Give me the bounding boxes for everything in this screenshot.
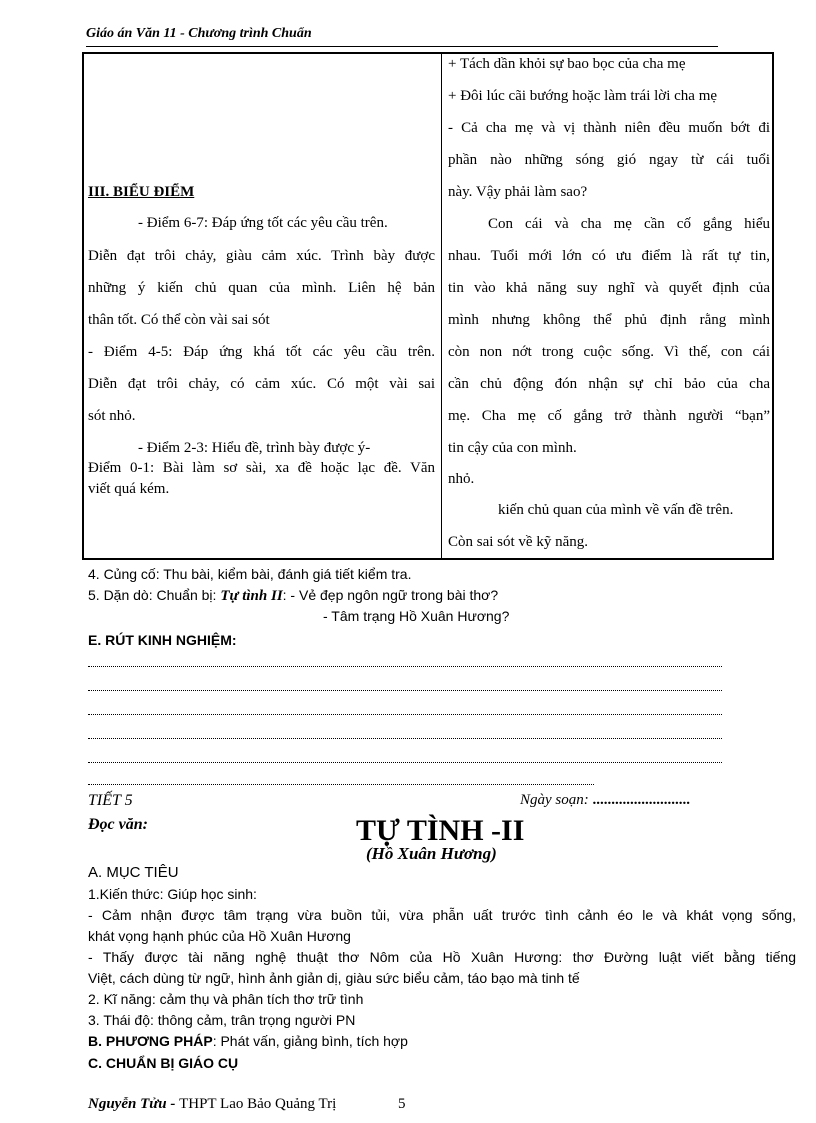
lesson-title: TỰ TÌNH -II xyxy=(356,814,525,847)
right-line: còn non nớt trong cuộc sống. Vì thế, con cái xyxy=(448,344,770,360)
right-line: Còn sai sót về kỹ năng. xyxy=(448,534,588,550)
left-line: - Điểm 6-7: Đáp ứng tốt các yêu cầu trên. xyxy=(138,215,388,231)
dan-do-question-1: : - Vẻ đẹp ngôn ngữ trong bài thơ? xyxy=(282,587,499,603)
section-b-text: : Phát vấn, giảng bình, tích hợp xyxy=(212,1033,408,1049)
section-a-line: 2. Kĩ năng: cảm thụ và phân tích thơ trữ tình xyxy=(88,991,364,1007)
left-line: Điểm 0-1: Bài làm sơ sài, xa đề hoặc lạc đề. Văn xyxy=(88,460,435,476)
page-footer xyxy=(88,1096,336,1113)
right-line: mình nhưng không thể phủ định rằng mình xyxy=(448,312,770,328)
grading-table xyxy=(82,52,774,560)
section-a-line: khát vọng hạnh phúc của Hồ Xuân Hương xyxy=(88,928,351,944)
right-line: tin cậy của con mình. xyxy=(448,440,577,456)
cung-co-line: 4. Củng cố: Thu bài, kiểm bài, đánh giá tiết kiểm tra. xyxy=(88,566,412,582)
dotted-line xyxy=(88,714,722,715)
section-a-line: - Thấy được tài năng nghệ thuật thơ Nôm của Hồ Xuân Hương: thơ Đường luật viết bằng tiếng xyxy=(88,949,796,965)
rut-kinh-nghiem-title: E. RÚT KINH NGHIỆM: xyxy=(88,632,237,648)
dan-do-line xyxy=(88,587,498,605)
right-line: này. Vậy phải làm sao? xyxy=(448,184,588,200)
left-line: sót nhỏ. xyxy=(88,408,136,424)
footer-school: THPT Lao Bảo Quảng Trị xyxy=(179,1096,337,1112)
left-line: Diễn đạt trôi chảy, có cảm xúc. Có một vài sai xyxy=(88,376,435,392)
right-line: phần nào những sóng gió ngay từ cái tuổi xyxy=(448,152,770,168)
section-a-line: 3. Thái độ: thông cảm, trân trọng người PN xyxy=(88,1012,356,1028)
dotted-line xyxy=(88,690,722,691)
dan-do-title: Tự tình II xyxy=(220,588,283,604)
right-line: mẹ. Cha mẹ cố gắng trở thành người “bạn” xyxy=(448,408,770,424)
section-b xyxy=(88,1033,408,1049)
left-line: những ý kiến chủ quan của mình. Liên hệ bản xyxy=(88,280,435,296)
column-divider xyxy=(441,54,442,558)
right-line: - Cả cha mẹ và vị thành niên đều muốn bớt đi xyxy=(448,120,770,136)
left-line: Diễn đạt trôi chảy, giàu cảm xúc. Trình bày được xyxy=(88,248,435,264)
left-line: viết quá kém. xyxy=(88,481,170,497)
right-line: Con cái và cha mẹ cần cố gắng hiểu xyxy=(488,216,770,232)
left-line: thân tốt. Có thể còn vài sai sót xyxy=(88,312,270,328)
ngay-soan-value: .......................... xyxy=(592,792,690,808)
ngay-soan xyxy=(520,792,690,809)
ngay-soan-label: Ngày soạn: xyxy=(520,792,593,808)
page-number: 5 xyxy=(398,1096,406,1112)
right-line: nhỏ. xyxy=(448,471,475,487)
right-line: + Đôi lúc cãi bướng hoặc làm trái lời cha mẹ xyxy=(448,88,718,104)
header-text: Giáo án Văn 11 - Chương trình Chuẩn xyxy=(86,26,312,41)
section-a-line: - Cảm nhận được tâm trạng vừa buồn tủi, vừa phẫn uất trước tình cảnh éo le và khát vọng sống, xyxy=(88,907,796,923)
right-line: nhau. Tuổi mới lớn có ưu điểm là rất tự tin, xyxy=(448,248,770,264)
dan-do-question-2: - Tâm trạng Hồ Xuân Hương? xyxy=(323,608,510,624)
left-line: - Điểm 4-5: Đáp ứng khá tốt các yêu cầu trên. xyxy=(88,344,435,360)
section-c-title: C. CHUẨN BỊ GIÁO CỤ xyxy=(88,1055,239,1071)
tiet-label: TIẾT 5 xyxy=(88,792,133,809)
section-a-line: Việt, cách dùng từ ngữ, hình ảnh giản dị, giàu sức biểu cảm, táo bạo mà tinh tế xyxy=(88,970,580,986)
right-line: cần chủ động đón nhận sự chỉ bảo của cha xyxy=(448,376,770,392)
right-line: tin vào khả năng suy nghĩ và quyết định của xyxy=(448,280,770,296)
section-a-title: A. MỤC TIÊU xyxy=(88,864,179,881)
dotted-line xyxy=(88,762,722,763)
section-a-line: 1.Kiến thức: Giúp học sinh: xyxy=(88,886,257,902)
doc-van-label: Đọc văn: xyxy=(88,816,148,833)
lesson-author: (Hồ Xuân Hương) xyxy=(366,844,497,863)
right-line: kiến chủ quan của mình về vấn đề trên. xyxy=(498,502,734,518)
dotted-line xyxy=(88,784,594,785)
dotted-line xyxy=(88,738,722,739)
dotted-line xyxy=(88,666,722,667)
left-line: - Điểm 2-3: Hiểu đề, trình bày được ý- xyxy=(138,440,371,456)
page-header xyxy=(86,26,718,47)
right-line: + Tách dần khỏi sự bao bọc của cha mẹ xyxy=(448,56,686,72)
section-b-label: B. PHƯƠNG PHÁP xyxy=(88,1033,213,1049)
dan-do-prefix: 5. Dặn dò: Chuẩn bị: xyxy=(88,587,221,603)
footer-author: Nguyễn Tửu - xyxy=(88,1096,180,1112)
section-title: III. BIỂU ĐIỂM xyxy=(88,184,195,200)
